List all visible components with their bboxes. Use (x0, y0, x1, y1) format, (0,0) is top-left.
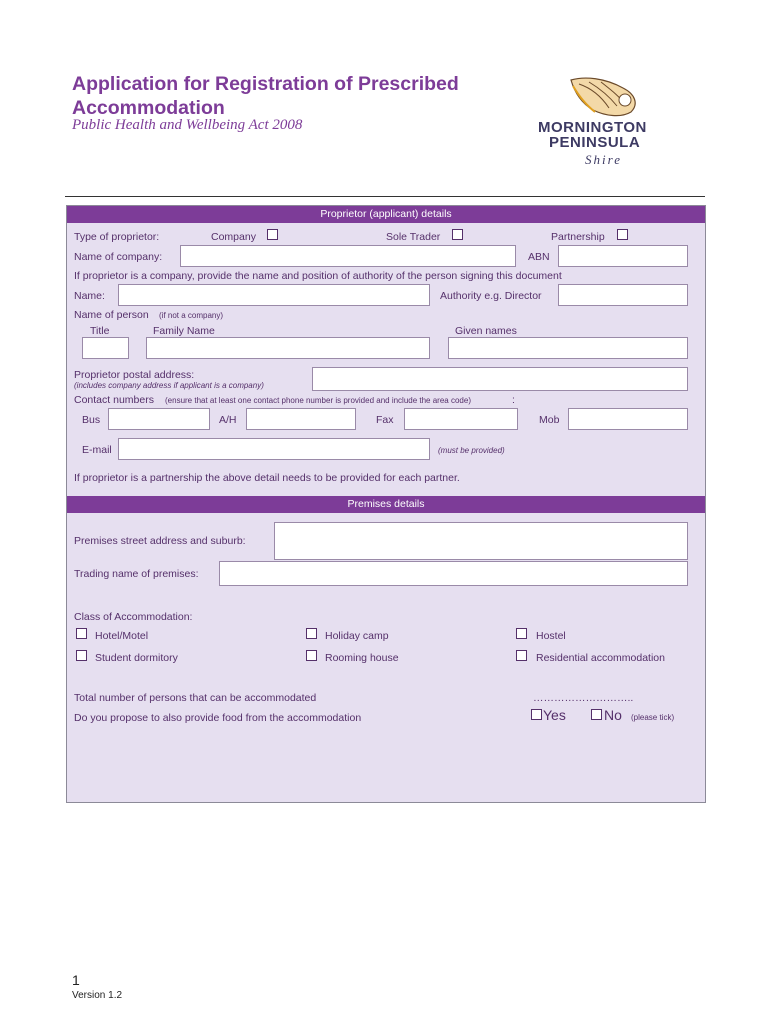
company-name-label: Name of company: (74, 251, 163, 263)
type-of-proprietor-label: Type of proprietor: (74, 231, 160, 243)
given-names-label: Given names (455, 325, 517, 337)
signatory-name-label: Name: (74, 290, 105, 302)
email-label: E-mail (82, 444, 112, 456)
food-yes-checkbox[interactable] (531, 709, 542, 720)
postal-address-field[interactable] (312, 367, 688, 391)
sole-trader-checkbox[interactable] (452, 229, 463, 240)
bus-phone-field[interactable] (108, 408, 210, 430)
partnership-note: If proprietor is a partnership the above detail needs to be provided for each partner. (74, 472, 460, 484)
premises-section-header: Premises details (67, 496, 705, 513)
ah-phone-field[interactable] (246, 408, 356, 430)
trading-name-field[interactable] (219, 561, 688, 586)
contact-numbers-colon: : (512, 394, 515, 406)
family-name-label: Family Name (153, 325, 215, 337)
header-divider (65, 196, 705, 197)
trading-name-label: Trading name of premises: (74, 568, 199, 580)
version-label: Version 1.2 (72, 990, 123, 1001)
signatory-name-field[interactable] (118, 284, 430, 306)
email-note: (must be provided) (438, 446, 505, 455)
ah-label: A/H (219, 414, 237, 426)
title-field[interactable] (82, 337, 129, 359)
page-number: 1 (72, 972, 80, 988)
fax-label: Fax (376, 414, 394, 426)
bus-label: Bus (82, 414, 101, 426)
email-field[interactable] (118, 438, 430, 460)
sole-trader-option-label: Sole Trader (386, 231, 441, 243)
student-dormitory-checkbox[interactable] (76, 650, 87, 661)
please-tick-note: (please tick) (631, 713, 675, 722)
logo-line-2: PENINSULA (549, 134, 641, 151)
postal-address-note: (includes company address if applicant is a company) (74, 381, 264, 390)
hotel-motel-checkbox[interactable] (76, 628, 87, 639)
abn-label: ABN (528, 251, 550, 263)
food-yes-label: Yes (543, 707, 566, 723)
authority-label: Authority e.g. Director (440, 290, 542, 302)
family-name-field[interactable] (146, 337, 430, 359)
logo-line-1: MORNINGTON (538, 119, 647, 136)
logo-line-3: Shire (585, 152, 622, 167)
fax-field[interactable] (404, 408, 518, 430)
premises-address-label: Premises street address and suburb: (74, 535, 246, 547)
mobile-field[interactable] (568, 408, 688, 430)
page-subtitle: Public Health and Wellbeing Act 2008 (72, 117, 303, 133)
premises-address-field[interactable] (274, 522, 688, 560)
page-title: Application for Registration of Prescribed Accommodation (72, 73, 459, 119)
name-of-person-note: (if not a company) (159, 311, 224, 320)
rooming-house-label: Rooming house (325, 652, 399, 664)
partnership-checkbox[interactable] (617, 229, 628, 240)
rooming-house-checkbox[interactable] (306, 650, 317, 661)
name-of-person-label: Name of person (74, 309, 149, 321)
hotel-motel-label: Hotel/Motel (95, 630, 149, 642)
hostel-label: Hostel (536, 630, 566, 642)
company-checkbox[interactable] (267, 229, 278, 240)
provide-food-label: Do you propose to also provide food from the accommodation (74, 712, 362, 724)
company-signatory-note: If proprietor is a company, provide the name and position of authority of the person signing this document (74, 270, 562, 282)
food-no-checkbox[interactable] (591, 709, 602, 720)
class-of-accommodation-label: Class of Accommodation: (74, 611, 193, 623)
food-no-label: No (604, 707, 622, 723)
company-name-field[interactable] (180, 245, 516, 267)
hostel-checkbox[interactable] (516, 628, 527, 639)
contact-numbers-label: Contact numbers (74, 394, 154, 406)
title-label: Title (90, 325, 110, 337)
residential-accommodation-label: Residential accommodation (536, 652, 665, 664)
holiday-camp-label: Holiday camp (325, 630, 389, 642)
mob-label: Mob (539, 414, 560, 426)
contact-numbers-note: (ensure that at least one contact phone number is provided and include the area code) (165, 396, 471, 405)
shell-icon (565, 74, 645, 120)
authority-field[interactable] (558, 284, 688, 306)
abn-field[interactable] (558, 245, 688, 267)
residential-accommodation-checkbox[interactable] (516, 650, 527, 661)
holiday-camp-checkbox[interactable] (306, 628, 317, 639)
company-option-label: Company (211, 231, 256, 243)
partnership-option-label: Partnership (551, 231, 605, 243)
proprietor-section-header: Proprietor (applicant) details (67, 206, 705, 223)
total-persons-label: Total number of persons that can be accommodated (74, 692, 317, 704)
total-persons-field[interactable]: ……………………….. (533, 692, 634, 704)
student-dormitory-label: Student dormitory (95, 652, 178, 664)
given-names-field[interactable] (448, 337, 688, 359)
postal-address-label: Proprietor postal address: (74, 369, 195, 381)
